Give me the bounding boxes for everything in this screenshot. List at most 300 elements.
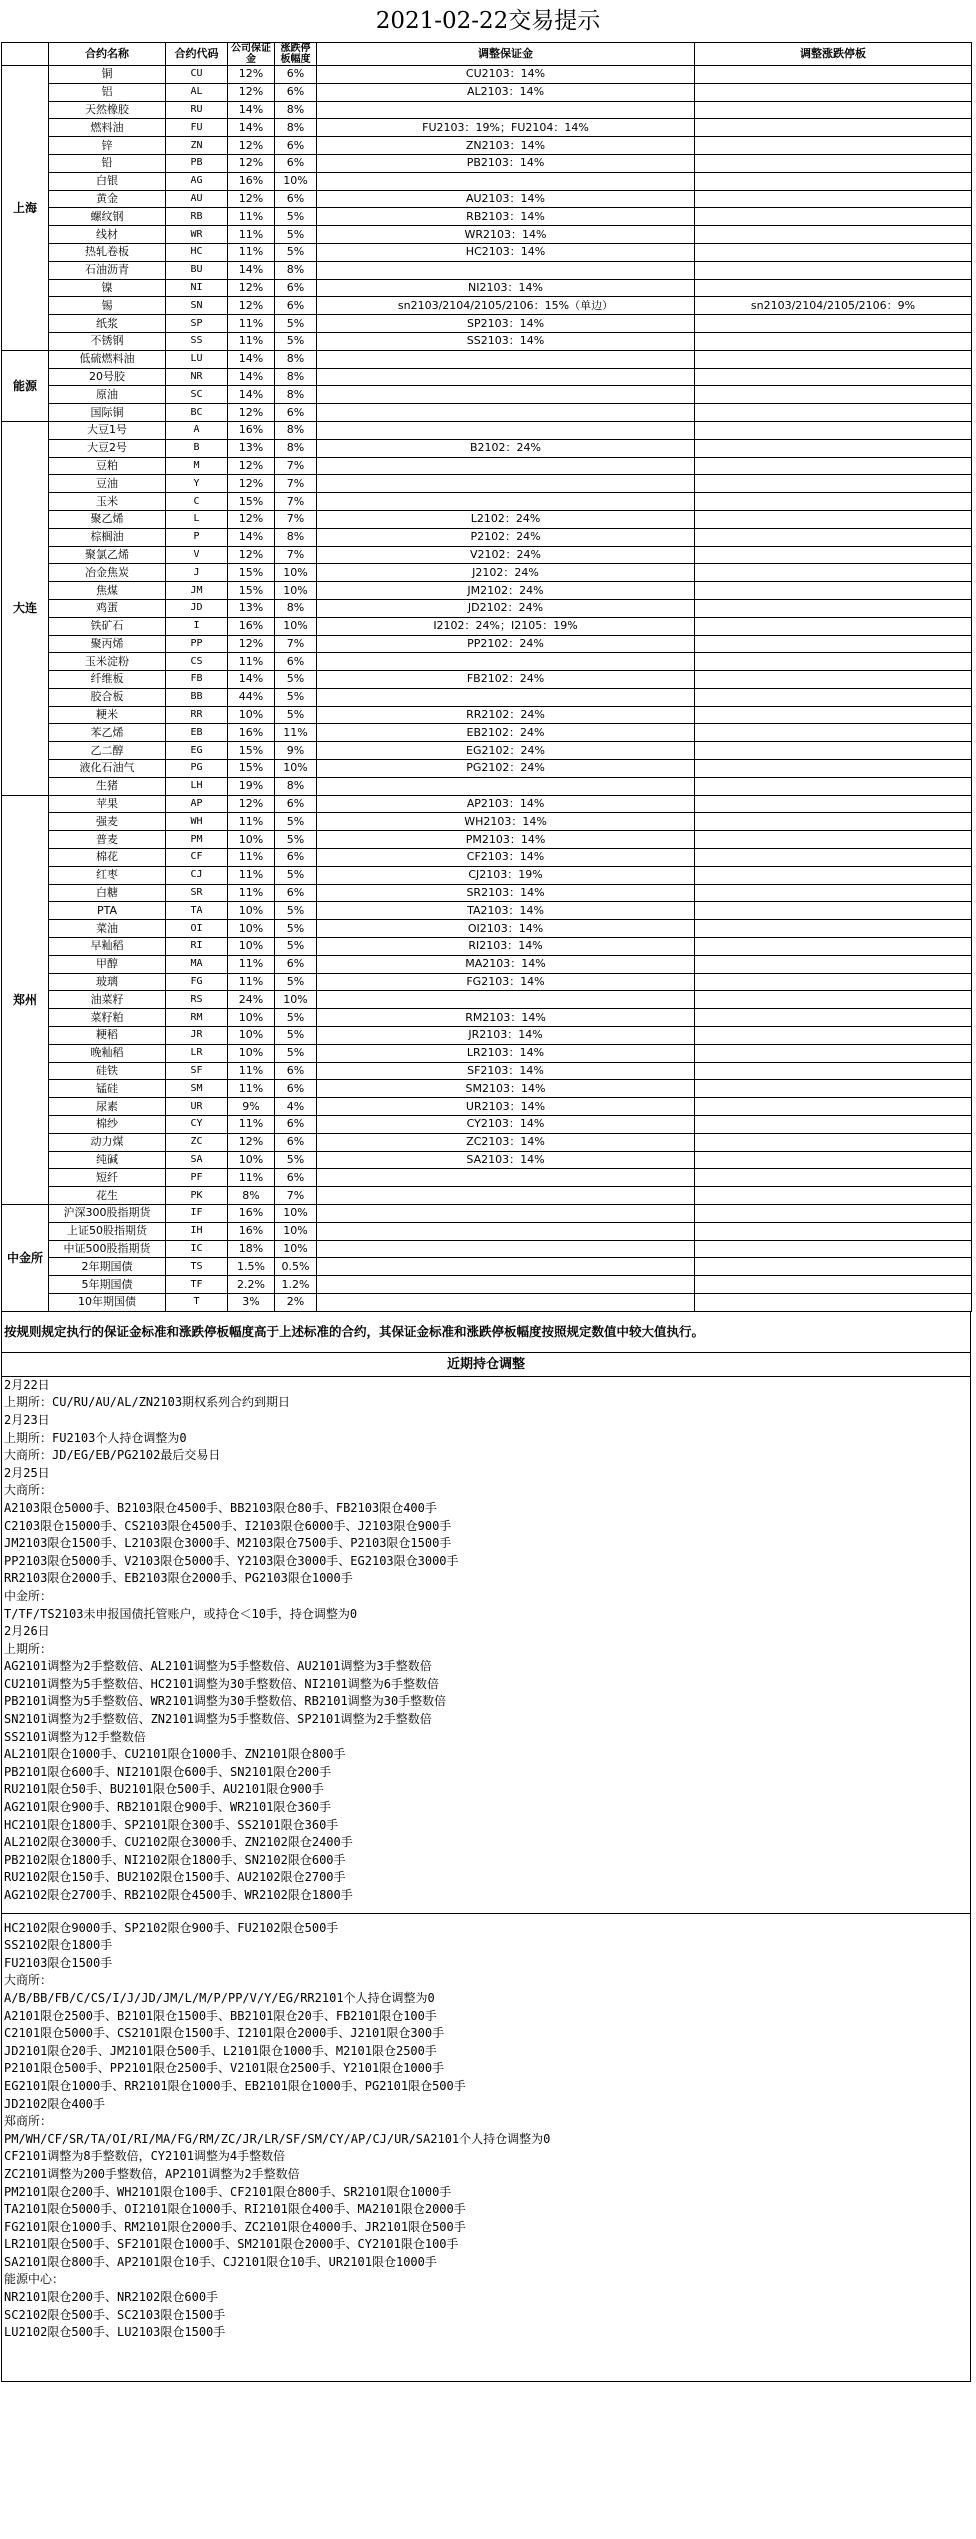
contract-name: 上证50股指期货	[49, 1222, 166, 1240]
margin-cell: 9%	[228, 1098, 275, 1116]
margin-cell: 19%	[228, 777, 275, 795]
contract-code: JM	[166, 582, 228, 600]
contract-name: 苹果	[49, 795, 166, 813]
contract-code: T	[166, 1293, 228, 1311]
margin-cell: 12%	[228, 137, 275, 155]
adjusted-margin-cell	[317, 368, 695, 386]
table-row	[2, 528, 972, 546]
table-row	[2, 920, 972, 938]
adjusted-limit-cell	[695, 742, 972, 760]
adjusted-limit-cell	[695, 1009, 972, 1027]
adjusted-margin-cell	[317, 1205, 695, 1223]
limit-cell: 5%	[275, 831, 317, 849]
position-line: T/TF/TS2103未申报国债托管账户，或持仓＜10手，持仓调整为0	[4, 1606, 358, 1621]
table-row	[2, 760, 972, 778]
position-line: 大商所：	[4, 1973, 53, 1988]
limit-cell: 6%	[275, 884, 317, 902]
limit-cell: 7%	[275, 635, 317, 653]
position-line: PP2103限仓5000手、V2103限仓5000手、Y2103限仓3000手、EG2103限仓3000手	[4, 1553, 459, 1568]
contract-code: SS	[166, 332, 228, 350]
limit-cell: 10%	[275, 991, 317, 1009]
contract-code: SN	[166, 297, 228, 315]
adjusted-margin-cell	[317, 101, 695, 119]
margin-cell: 2.2%	[228, 1276, 275, 1294]
margin-cell: 12%	[228, 795, 275, 813]
position-line: TA2101限仓5000手、OI2101限仓1000手、RI2101限仓400手、MA2101限仓2000手	[4, 2202, 466, 2217]
adjusted-limit-cell	[695, 1151, 972, 1169]
position-line: SS2101调整为12手整数倍	[4, 1729, 146, 1744]
limit-cell: 6%	[275, 1080, 317, 1098]
contract-name: 大豆2号	[49, 439, 166, 457]
contract-code: ZN	[166, 137, 228, 155]
table-row	[2, 493, 972, 511]
limit-cell: 5%	[275, 243, 317, 261]
table-row	[2, 955, 972, 973]
limit-cell: 6%	[275, 653, 317, 671]
contract-code: TF	[166, 1276, 228, 1294]
adjusted-limit-cell	[695, 1187, 972, 1205]
margin-cell: 11%	[228, 1116, 275, 1134]
limit-cell: 8%	[275, 101, 317, 119]
margin-cell: 11%	[228, 243, 275, 261]
margin-cell: 10%	[228, 1151, 275, 1169]
contract-code: FU	[166, 119, 228, 137]
margin-cell: 16%	[228, 724, 275, 742]
adjusted-limit-cell	[695, 1116, 972, 1134]
adjusted-limit-cell	[695, 582, 972, 600]
adjusted-margin-cell	[317, 172, 695, 190]
adjusted-limit-cell	[695, 671, 972, 689]
contract-code: AP	[166, 795, 228, 813]
contract-name: 尿素	[49, 1098, 166, 1116]
adjusted-limit-cell	[695, 279, 972, 297]
position-line: CF2101调整为8手整数倍，CY2101调整为4手整数倍	[4, 2149, 286, 2164]
adjusted-limit-cell	[695, 119, 972, 137]
adjusted-margin-cell: FG2103：14%	[317, 973, 695, 991]
adjusted-limit-cell	[695, 653, 972, 671]
contract-name: 焦煤	[49, 582, 166, 600]
limit-cell: 10%	[275, 172, 317, 190]
position-line: P2101限仓500手、PP2101限仓2500手、V2101限仓2500手、Y2101限仓1000手	[4, 2061, 445, 2076]
contract-name: 纯碱	[49, 1151, 166, 1169]
contract-name: 铅	[49, 154, 166, 172]
contract-name: 鸡蛋	[49, 599, 166, 617]
contract-name: 线材	[49, 226, 166, 244]
contract-code: LH	[166, 777, 228, 795]
contract-code: MA	[166, 955, 228, 973]
adjusted-margin-cell: ZN2103：14%	[317, 137, 695, 155]
contract-name: 液化石油气	[49, 760, 166, 778]
contract-name: 热轧卷板	[49, 243, 166, 261]
adjusted-limit-cell	[695, 1027, 972, 1045]
contract-code: BU	[166, 261, 228, 279]
adjusted-margin-cell	[317, 1276, 695, 1294]
table-row	[2, 1205, 972, 1223]
adjusted-margin-cell	[317, 475, 695, 493]
position-line: FG2101限仓1000手、RM2101限仓2000手、ZC2101限仓4000手、JR2101限仓500手	[4, 2219, 466, 2234]
margin-cell: 13%	[228, 439, 275, 457]
contract-code: M	[166, 457, 228, 475]
table-row	[2, 1293, 972, 1311]
table-row	[2, 1009, 972, 1027]
adjusted-limit-cell	[695, 635, 972, 653]
table-row	[2, 635, 972, 653]
adjusted-margin-cell: PG2102：24%	[317, 760, 695, 778]
contract-code: HC	[166, 243, 228, 261]
contract-name: 棉花	[49, 849, 166, 867]
adjusted-margin-cell: PP2102：24%	[317, 635, 695, 653]
contract-name: 原油	[49, 386, 166, 404]
exchange-cell: 上海	[2, 66, 49, 351]
adjusted-margin-cell: SM2103：14%	[317, 1080, 695, 1098]
contract-name: 不锈钢	[49, 332, 166, 350]
contract-name: 锡	[49, 297, 166, 315]
margin-cell: 11%	[228, 849, 275, 867]
adjusted-limit-cell: sn2103/2104/2105/2106：9%	[695, 297, 972, 315]
margin-cell: 3%	[228, 1293, 275, 1311]
table-row	[2, 101, 972, 119]
adjusted-margin-cell: RB2103：14%	[317, 208, 695, 226]
position-line: SS2102限仓1800手	[4, 1938, 113, 1953]
contract-code: PK	[166, 1187, 228, 1205]
table-row	[2, 1044, 972, 1062]
adjusted-limit-cell	[695, 849, 972, 867]
contract-code: B	[166, 439, 228, 457]
contract-code: TS	[166, 1258, 228, 1276]
margin-cell: 10%	[228, 920, 275, 938]
adjusted-limit-cell	[695, 1080, 972, 1098]
limit-cell: 8%	[275, 261, 317, 279]
table-row	[2, 154, 972, 172]
margin-cell: 14%	[228, 101, 275, 119]
position-line: SC2102限仓500手、SC2103限仓1500手	[4, 2307, 226, 2322]
contract-name: 粳稻	[49, 1027, 166, 1045]
contract-code: RS	[166, 991, 228, 1009]
contract-name: PTA	[49, 902, 166, 920]
margin-cell: 11%	[228, 1062, 275, 1080]
limit-cell: 4%	[275, 1098, 317, 1116]
adjusted-margin-cell: SS2103：14%	[317, 332, 695, 350]
position-line: C2101限仓5000手、CS2101限仓1500手、I2101限仓2000手、J2101限仓300手	[4, 2026, 445, 2041]
limit-cell: 10%	[275, 582, 317, 600]
table-row	[2, 902, 972, 920]
contract-name: 10年期国债	[49, 1293, 166, 1311]
limit-cell: 6%	[275, 297, 317, 315]
adjusted-margin-cell: WR2103：14%	[317, 226, 695, 244]
position-line: 中金所：	[4, 1588, 53, 1603]
table-row	[2, 706, 972, 724]
adjusted-margin-cell: FU2103：19%；FU2104：14%	[317, 119, 695, 137]
adjusted-limit-cell	[695, 813, 972, 831]
position-line: JD2102限仓400手	[4, 2096, 106, 2111]
adjusted-margin-cell: FB2102：24%	[317, 671, 695, 689]
contract-table	[1, 42, 972, 1312]
position-line: RR2103限仓2000手、EB2103限仓2000手、PG2103限仓1000手	[4, 1571, 353, 1586]
position-line: AG2102限仓2700手、RB2102限仓4500手、WR2102限仓1800手	[4, 1888, 353, 1902]
position-line: 大商所：JD/EG/EB/PG2102最后交易日	[4, 1448, 221, 1463]
table-row	[2, 190, 972, 208]
limit-cell: 5%	[275, 1151, 317, 1169]
adjusted-limit-cell	[695, 510, 972, 528]
adjusted-margin-cell	[317, 493, 695, 511]
table-row	[2, 261, 972, 279]
adjusted-limit-cell	[695, 332, 972, 350]
position-line: PB2101调整为5手整数倍、WR2101调整为30手整数倍、RB2101调整为30手整数倍	[4, 1694, 447, 1709]
header-contract-name: 合约名称	[49, 43, 166, 66]
margin-cell: 14%	[228, 528, 275, 546]
margin-cell: 11%	[228, 1169, 275, 1187]
adjusted-margin-cell: SR2103：14%	[317, 884, 695, 902]
adjusted-margin-cell: JR2103：14%	[317, 1027, 695, 1045]
position-line: 郑商所：	[4, 2114, 53, 2129]
contract-code: PP	[166, 635, 228, 653]
limit-cell: 5%	[275, 938, 317, 956]
adjusted-limit-cell	[695, 1044, 972, 1062]
margin-cell: 15%	[228, 582, 275, 600]
adjusted-limit-cell	[695, 493, 972, 511]
margin-cell: 10%	[228, 706, 275, 724]
contract-code: Y	[166, 475, 228, 493]
margin-cell: 11%	[228, 813, 275, 831]
contract-name: 纤维板	[49, 671, 166, 689]
adjusted-limit-cell	[695, 920, 972, 938]
contract-name: 铝	[49, 83, 166, 101]
contract-code: AG	[166, 172, 228, 190]
limit-cell: 7%	[275, 475, 317, 493]
margin-cell: 15%	[228, 742, 275, 760]
limit-cell: 10%	[275, 1240, 317, 1258]
adjusted-margin-cell	[317, 1258, 695, 1276]
adjusted-limit-cell	[695, 706, 972, 724]
contract-code: FB	[166, 671, 228, 689]
position-line: 2月23日	[4, 1412, 50, 1427]
margin-cell: 12%	[228, 510, 275, 528]
adjusted-margin-cell	[317, 386, 695, 404]
contract-name: 花生	[49, 1187, 166, 1205]
position-line: LU2102限仓500手、LU2103限仓1500手	[4, 2325, 226, 2340]
position-line: 2月26日	[4, 1624, 50, 1639]
limit-cell: 7%	[275, 510, 317, 528]
header-exchange	[2, 43, 49, 66]
contract-name: 早籼稻	[49, 938, 166, 956]
adjusted-limit-cell	[695, 1098, 972, 1116]
adjusted-limit-cell	[695, 1258, 972, 1276]
header-adjusted-margin: 调整保证金	[317, 43, 695, 66]
adjusted-limit-cell	[695, 991, 972, 1009]
adjusted-margin-cell: sn2103/2104/2105/2106：15%（单边）	[317, 297, 695, 315]
contract-code: LR	[166, 1044, 228, 1062]
contract-code: WR	[166, 226, 228, 244]
table-row	[2, 404, 972, 422]
adjusted-margin-cell: V2102：24%	[317, 546, 695, 564]
contract-name: 5年期国债	[49, 1276, 166, 1294]
contract-code: JD	[166, 599, 228, 617]
margin-cell: 11%	[228, 208, 275, 226]
position-line: CU2101调整为5手整数倍、HC2101调整为30手整数倍、NI2101调整为6手整数倍	[4, 1676, 439, 1691]
table-row	[2, 172, 972, 190]
contract-name: 红枣	[49, 866, 166, 884]
contract-name: 豆粕	[49, 457, 166, 475]
adjusted-margin-cell	[317, 777, 695, 795]
margin-cell: 12%	[228, 635, 275, 653]
contract-name: 豆油	[49, 475, 166, 493]
position-line: A/B/BB/FB/C/CS/I/J/JD/JM/L/M/P/PP/V/Y/EG/RR2101个人持仓调整为0	[4, 1990, 435, 2005]
adjusted-limit-cell	[695, 226, 972, 244]
table-row	[2, 457, 972, 475]
margin-cell: 14%	[228, 386, 275, 404]
limit-cell: 7%	[275, 1187, 317, 1205]
position-line: NR2101限仓200手、NR2102限仓600手	[4, 2290, 219, 2305]
table-row	[2, 1169, 972, 1187]
contract-code: P	[166, 528, 228, 546]
contract-code: CF	[166, 849, 228, 867]
margin-cell: 11%	[228, 332, 275, 350]
contract-name: 白银	[49, 172, 166, 190]
table-row	[2, 119, 972, 137]
limit-cell: 5%	[275, 973, 317, 991]
table-row	[2, 1258, 972, 1276]
contract-name: 苯乙烯	[49, 724, 166, 742]
contract-code: TA	[166, 902, 228, 920]
contract-code: WH	[166, 813, 228, 831]
limit-cell: 8%	[275, 421, 317, 439]
table-row	[2, 439, 972, 457]
limit-cell: 5%	[275, 688, 317, 706]
adjusted-limit-cell	[695, 1293, 972, 1311]
limit-cell: 6%	[275, 1133, 317, 1151]
adjusted-margin-cell	[317, 404, 695, 422]
margin-cell: 10%	[228, 938, 275, 956]
limit-cell: 5%	[275, 866, 317, 884]
adjusted-limit-cell	[695, 760, 972, 778]
limit-cell: 6%	[275, 1169, 317, 1187]
table-row	[2, 582, 972, 600]
margin-cell: 15%	[228, 760, 275, 778]
contract-code: I	[166, 617, 228, 635]
margin-cell: 10%	[228, 1044, 275, 1062]
header-margin: 公司保证金	[228, 43, 275, 66]
table-row	[2, 421, 972, 439]
adjusted-limit-cell	[695, 457, 972, 475]
contract-name: 白糖	[49, 884, 166, 902]
limit-cell: 8%	[275, 439, 317, 457]
limit-cell: 8%	[275, 528, 317, 546]
contract-code: RB	[166, 208, 228, 226]
contract-code: IC	[166, 1240, 228, 1258]
margin-cell: 15%	[228, 493, 275, 511]
limit-cell: 6%	[275, 279, 317, 297]
page-title: 2021-02-22交易提示	[375, 8, 601, 34]
adjusted-limit-cell	[695, 884, 972, 902]
adjusted-margin-cell: LR2103：14%	[317, 1044, 695, 1062]
limit-cell: 9%	[275, 742, 317, 760]
margin-cell: 11%	[228, 955, 275, 973]
contract-code: V	[166, 546, 228, 564]
position-line: HC2101限仓1800手、SP2101限仓300手、SS2101限仓360手	[4, 1817, 339, 1832]
contract-name: 油菜籽	[49, 991, 166, 1009]
limit-cell: 5%	[275, 813, 317, 831]
table-row	[2, 83, 972, 101]
limit-cell: 2%	[275, 1293, 317, 1311]
contract-code: PG	[166, 760, 228, 778]
contract-name: 强麦	[49, 813, 166, 831]
adjusted-margin-cell	[317, 653, 695, 671]
adjusted-margin-cell	[317, 261, 695, 279]
contract-code: NI	[166, 279, 228, 297]
contract-code: JR	[166, 1027, 228, 1045]
contract-name: 2年期国债	[49, 1258, 166, 1276]
margin-cell: 16%	[228, 172, 275, 190]
position-line: HC2102限仓9000手、SP2102限仓900手、FU2102限仓500手	[4, 1920, 339, 1935]
margin-cell: 10%	[228, 902, 275, 920]
table-row	[2, 297, 972, 315]
contract-name: 铜	[49, 66, 166, 84]
table-row	[2, 1151, 972, 1169]
limit-cell: 11%	[275, 724, 317, 742]
table-row	[2, 884, 972, 902]
position-line: SN2101调整为2手整数倍、ZN2101调整为5手整数倍、SP2101调整为2手整数倍	[4, 1712, 432, 1727]
contract-name: 纸浆	[49, 315, 166, 333]
margin-cell: 14%	[228, 261, 275, 279]
contract-code: OI	[166, 920, 228, 938]
margin-cell: 11%	[228, 653, 275, 671]
limit-cell: 7%	[275, 493, 317, 511]
table-row	[2, 350, 972, 368]
table-row	[2, 1276, 972, 1294]
rule-note: 按规则规定执行的保证金标准和涨跌停板幅度高于上述标准的合约，其保证金标准和涨跌停板幅度按照规定数值中较大值执行。	[1, 1312, 971, 1352]
contract-code: EB	[166, 724, 228, 742]
adjusted-margin-cell: CU2103：14%	[317, 66, 695, 84]
contract-code: SM	[166, 1080, 228, 1098]
margin-cell: 14%	[228, 368, 275, 386]
contract-name: 普麦	[49, 831, 166, 849]
contract-name: 菜油	[49, 920, 166, 938]
table-row	[2, 1098, 972, 1116]
adjusted-limit-cell	[695, 938, 972, 956]
adjusted-margin-cell	[317, 350, 695, 368]
adjusted-margin-cell: J2102：24%	[317, 564, 695, 582]
contract-name: 中证500股指期货	[49, 1240, 166, 1258]
adjusted-margin-cell: RR2102：24%	[317, 706, 695, 724]
table-row	[2, 243, 972, 261]
adjusted-limit-cell	[695, 154, 972, 172]
adjusted-limit-cell	[695, 564, 972, 582]
adjusted-limit-cell	[695, 777, 972, 795]
table-row	[2, 546, 972, 564]
position-line: A2103限仓5000手、B2103限仓4500手、BB2103限仓80手、FB2103限仓400手	[4, 1500, 437, 1515]
contract-name: 国际铜	[49, 404, 166, 422]
limit-cell: 6%	[275, 154, 317, 172]
adjusted-limit-cell	[695, 386, 972, 404]
margin-cell: 14%	[228, 671, 275, 689]
adjusted-limit-cell	[695, 261, 972, 279]
limit-cell: 8%	[275, 386, 317, 404]
adjusted-margin-cell: UR2103：14%	[317, 1098, 695, 1116]
contract-code: CU	[166, 66, 228, 84]
table-row	[2, 1133, 972, 1151]
margin-cell: 1.5%	[228, 1258, 275, 1276]
position-adjustment-section	[1, 1352, 971, 2382]
adjusted-limit-cell	[695, 439, 972, 457]
adjusted-limit-cell	[695, 404, 972, 422]
margin-cell: 12%	[228, 83, 275, 101]
contract-name: 螺纹钢	[49, 208, 166, 226]
contract-code: RI	[166, 938, 228, 956]
adjusted-limit-cell	[695, 1205, 972, 1223]
limit-cell: 5%	[275, 226, 317, 244]
table-row	[2, 279, 972, 297]
position-lines-group-b	[2, 1920, 970, 2342]
